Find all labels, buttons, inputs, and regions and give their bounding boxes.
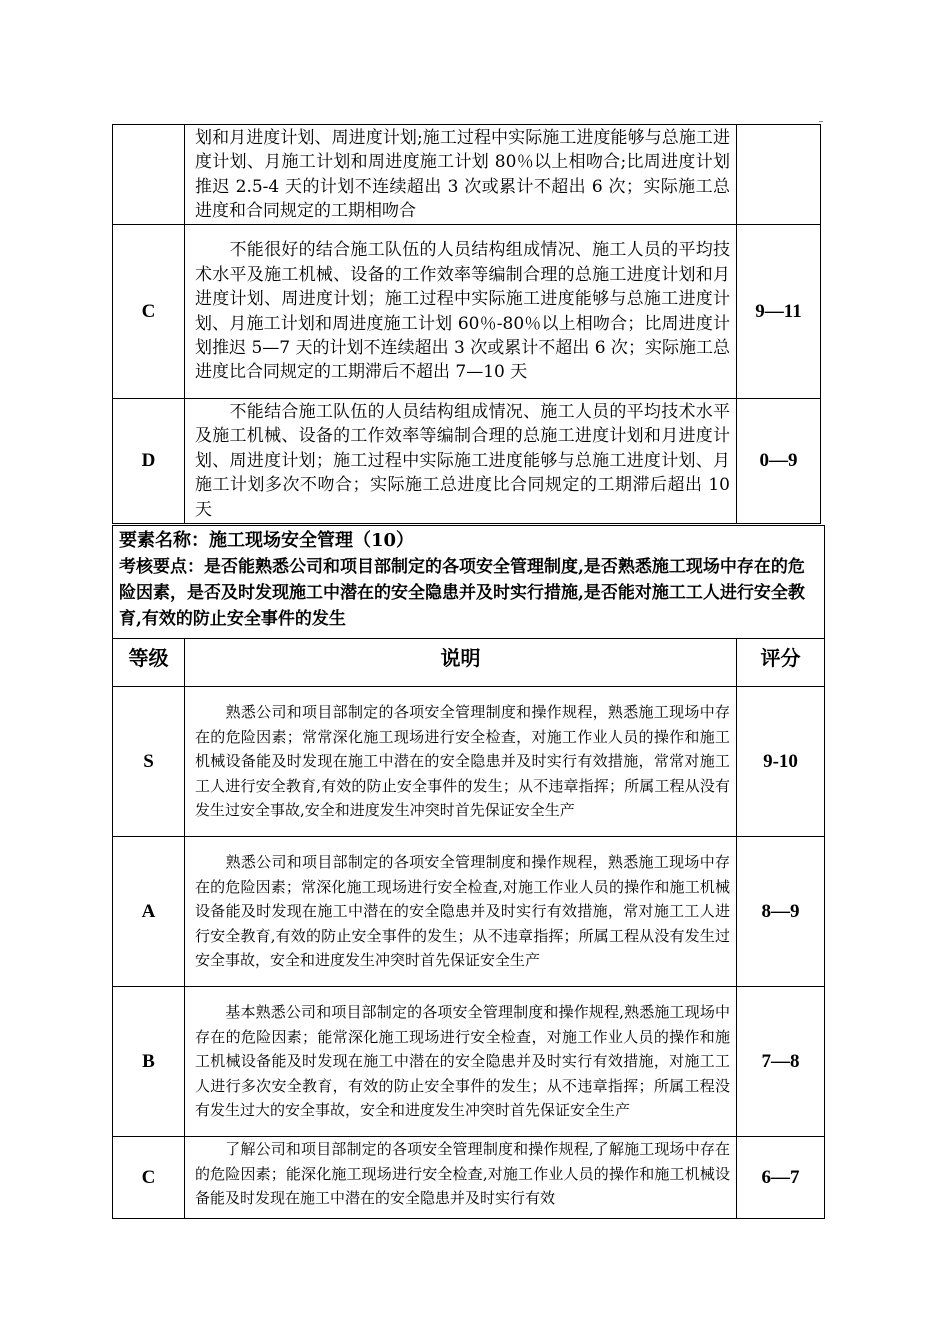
score-cell <box>737 125 821 225</box>
grade-cell: D <box>113 399 185 524</box>
table-row <box>113 125 821 225</box>
description-cell: 不能很好的结合施工队伍的人员结构组成情况、施工人员的平均技术水平及施工机械、设备的工作效率等编制合理的总施工进度计划和月进度计划、周进度计划；施工过程中实际施工进度能够与总施工进度计划、月施工计划和周进度施工计划 60％-80％以上相吻合；比周进度计划推迟 5—7 天的计划不连续超出 3 次或累计不超出 6 次；实际施工总进度比合同规定的工期滞后不超出 7—10 天 <box>185 225 737 399</box>
safety-grading-table <box>112 525 825 1219</box>
grade-cell: C <box>113 225 185 399</box>
grade-cell: B <box>113 987 185 1137</box>
score-cell: 7—8 <box>737 987 825 1137</box>
key-points: 考核要点：是否能熟悉公司和项目部制定的各项安全管理制度,是否熟悉施工现场中存在的危险因素，是否及时发现施工中潜在的安全隐患并及时实行措施,是否能对施工工人进行安全教育,有效的防止安全事件的发生 <box>119 557 805 629</box>
table-row <box>113 687 825 837</box>
description-cell: 基本熟悉公司和项目部制定的各项安全管理制度和操作规程,熟悉施工现场中存在的危险因素；能常深化施工现场进行安全检查，对施工作业人员的操作和施工机械设备能及时发现在施工中潜在的安全隐患并及时实行有效措施，对施工工人进行多次安全教育，有效的防止安全事件的发生；从不违章指挥；所属工程没有发生过大的安全事故，安全和进度发生冲突时首先保证安全生产 <box>185 987 737 1137</box>
element-name: 要素名称：施工现场安全管理（10） <box>119 530 415 551</box>
section-header <box>113 526 825 639</box>
schedule-grading-table <box>112 124 821 524</box>
grade-cell: A <box>113 837 185 987</box>
section-header-row <box>113 526 825 639</box>
score-cell: 8—9 <box>737 837 825 987</box>
grade-cell: C <box>113 1137 185 1219</box>
description-cell: 划和月进度计划、周进度计划;施工过程中实际施工进度能够与总施工进度计划、月施工计划和周进度施工计划 80％以上相吻合;比周进度计划推迟 2.5-4 天的计划不连续超出 3 次或累计不超出 6 次；实际施工总进度和合同规定的工期相吻合 <box>185 125 737 225</box>
score-cell: 0—9 <box>737 399 821 524</box>
description-cell: 熟悉公司和项目部制定的各项安全管理制度和操作规程，熟悉施工现场中存在的危险因素；常深化施工现场进行安全检查,对施工作业人员的操作和施工机械设备能及时发现在施工中潜在的安全隐患并及时实行有效措施，常对施工工人进行安全教育,有效的防止安全事件的发生；从不违章指挥；所属工程从没有发生过安全事故，安全和进度发生冲突时首先保证安全生产 <box>185 837 737 987</box>
description-cell: 不能结合施工队伍的人员结构组成情况、施工人员的平均技术水平及施工机械、设备的工作效率等编制合理的总施工进度计划和月进度计划、周进度计划；施工过程中实际施工进度能够与总施工进度计划、月施工计划多次不吻合；实际施工总进度比合同规定的工期滞后超出 10 天 <box>185 399 737 524</box>
header-description: 说明 <box>185 639 737 687</box>
header-grade: 等级 <box>113 639 185 687</box>
score-cell: 9-10 <box>737 687 825 837</box>
header-score: 评分 <box>737 639 825 687</box>
table-row <box>113 225 821 399</box>
table-row <box>113 987 825 1137</box>
score-cell: 6—7 <box>737 1137 825 1219</box>
table-row <box>113 1137 825 1219</box>
description-cell: 了解公司和项目部制定的各项安全管理制度和操作规程,了解施工现场中存在的危险因素；能深化施工现场进行安全检查,对施工作业人员的操作和施工机械设备能及时发现在施工中潜在的安全隐患并及时实行有效 <box>185 1137 737 1219</box>
grade-cell: S <box>113 687 185 837</box>
column-header-row <box>113 639 825 687</box>
table-row <box>113 837 825 987</box>
score-cell: 9—11 <box>737 225 821 399</box>
description-cell: 熟悉公司和项目部制定的各项安全管理制度和操作规程，熟悉施工现场中存在的危险因素；常常深化施工现场进行安全检查，对施工作业人员的操作和施工机械设备能及时发现在施工中潜在的安全隐患并及时实行有效措施，常常对施工工人进行安全教育,有效的防止安全事件的发生；从不违章指挥；所属工程从没有发生过安全事故,安全和进度发生冲突时首先保证安全生产 <box>185 687 737 837</box>
table-row <box>113 399 821 524</box>
grade-cell <box>113 125 185 225</box>
